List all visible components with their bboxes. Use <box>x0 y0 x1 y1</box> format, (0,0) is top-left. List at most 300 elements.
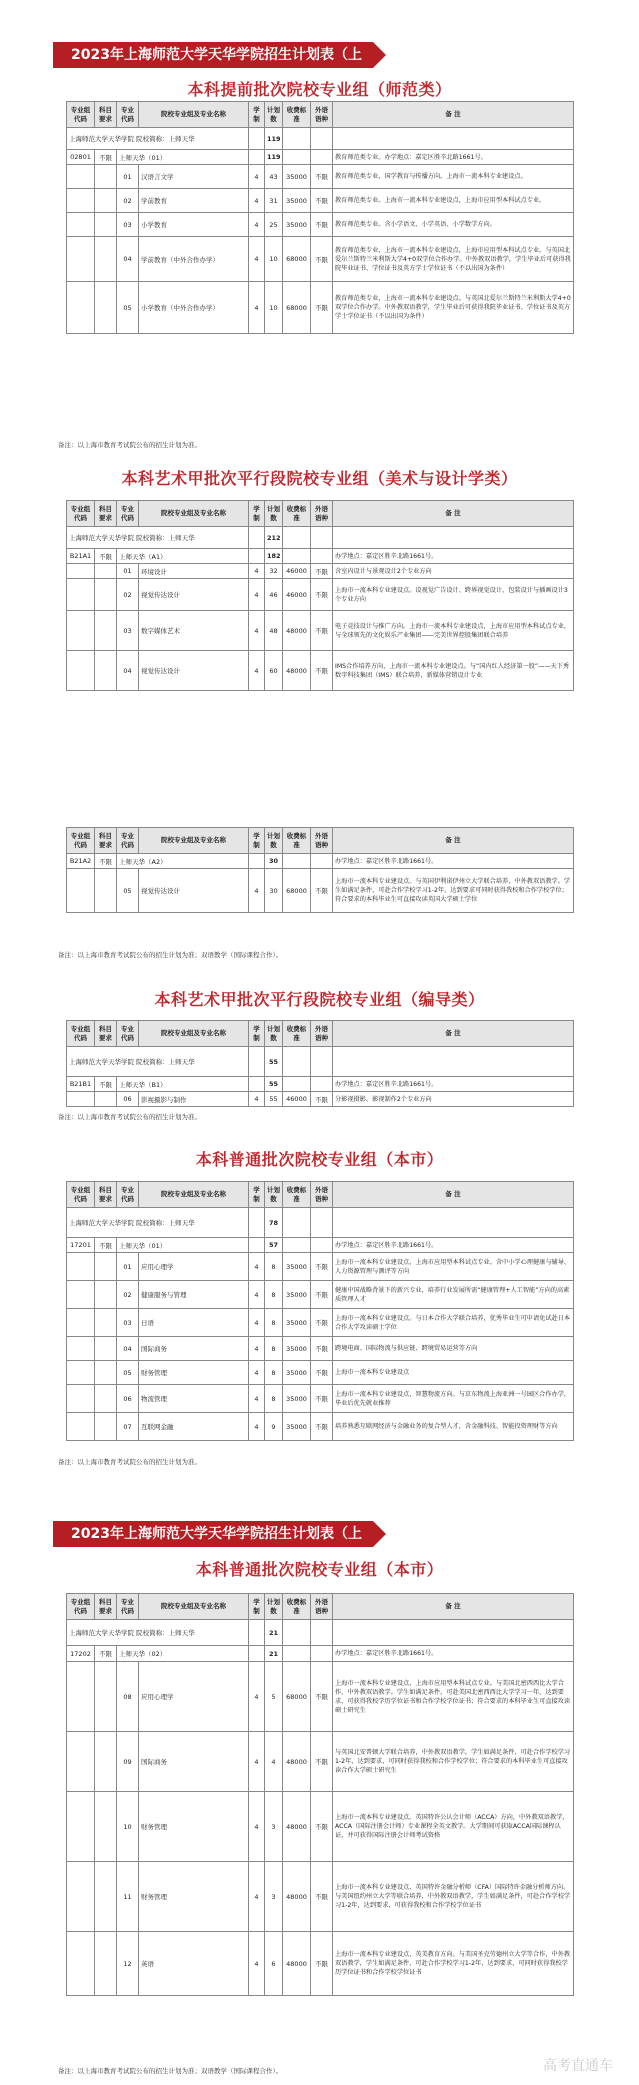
major-fee: 48000 <box>283 651 311 691</box>
header-language: 外语语种 <box>311 102 333 128</box>
group-note: 办学地点：嘉定区胜辛北路1661号。 <box>333 1077 574 1092</box>
major-plan: 10 <box>265 282 283 334</box>
major-language: 不限 <box>311 1337 333 1361</box>
major-language: 不限 <box>311 1361 333 1385</box>
major-note: 上海市一流本科专业建设点。英国特许公认会计师（ACCA）方向，中外教双语教学，ACCA（国际注册会计师）专业课程全英文教学。大学期间可获取ACCA国际课程认证，并可获得国际注册会计师考试资格 <box>333 1792 574 1862</box>
footnote: 备注：以上海市教育考试院公布的招生计划为准。 <box>58 441 201 449</box>
major-plan: 43 <box>265 165 283 189</box>
group-row <box>67 150 574 165</box>
table-row <box>67 1732 574 1792</box>
major-fee: 35000 <box>283 1385 311 1413</box>
major-note: 上海市一流本科专业建设点，上海市应用型本科试点专业。含中小学心理健康与辅导、人力资源管理与测评等方向 <box>333 1253 574 1281</box>
major-name: 应用心理学 <box>139 1253 249 1281</box>
header-plan: 计划数 <box>265 501 283 527</box>
table-row <box>67 1361 574 1385</box>
plan-banner-bottom: 2023年上海师范大学天华学院招生计划表（上海生源） <box>53 1521 373 1547</box>
school-total: 119 <box>265 128 283 150</box>
major-fee: 48000 <box>283 1792 311 1862</box>
group-plan: 55 <box>265 1077 283 1092</box>
major-note: 上海市一流本科专业建设点。与英国伊利诺伊州立大学联合培养，中外教双语教学。学生如满足条件，可赴合作学校学习1-2年，达到要求可同时获得我校和合作学校学位；符合要求的本科毕业生可直接攻读英国大学硕士学位 <box>333 869 574 913</box>
major-length: 4 <box>249 213 265 237</box>
school-name: 上海师范大学天华学院 院校简称：上师天华 <box>67 128 249 150</box>
major-fee: 68000 <box>283 1662 311 1732</box>
major-plan: 31 <box>265 189 283 213</box>
header-fee: 收费标准 <box>283 1182 311 1208</box>
header-major-name: 院校专业组及专业名称 <box>139 828 249 854</box>
major-length: 4 <box>249 1732 265 1792</box>
major-length: 4 <box>249 165 265 189</box>
school-total: 78 <box>265 1208 283 1238</box>
table-row <box>67 1662 574 1732</box>
table-row <box>67 1309 574 1337</box>
header-subject: 科目要求 <box>95 828 117 854</box>
header-group-code: 专业组代码 <box>67 102 95 128</box>
major-length: 4 <box>249 1253 265 1281</box>
header-subject: 科目要求 <box>95 1182 117 1208</box>
major-fee: 48000 <box>283 611 311 651</box>
header-length: 学制 <box>249 1021 265 1047</box>
table-art-design-continued <box>66 827 574 913</box>
major-fee: 48000 <box>283 1862 311 1932</box>
major-name: 汉语言文学 <box>139 165 249 189</box>
major-code: 05 <box>117 282 139 334</box>
group-code: 02801 <box>67 150 95 165</box>
school-row <box>67 1620 574 1646</box>
major-code: 01 <box>117 564 139 579</box>
major-note: 上海市一流本科专业建设点，英国特许金融分析师（CFA）国际特许金融分析师方向。与美国纽约州立大学等联合培养，中外教双语教学，学生如满足条件，可赴合作学校学习1-2年，达到要求，可获得我校和合作学校学位证书 <box>333 1862 574 1932</box>
group-requirement: 不限 <box>95 1077 117 1092</box>
major-language: 不限 <box>311 1862 333 1932</box>
major-language: 不限 <box>311 651 333 691</box>
header-length: 学制 <box>249 501 265 527</box>
major-language: 不限 <box>311 1092 333 1107</box>
major-name: 英语 <box>139 1932 249 1996</box>
major-plan: 8 <box>265 1385 283 1413</box>
major-language: 不限 <box>311 1792 333 1862</box>
major-plan: 3 <box>265 1862 283 1932</box>
header-language: 外语语种 <box>311 1594 333 1620</box>
header-major-code: 专业代码 <box>117 828 139 854</box>
major-name: 影视摄影与制作 <box>139 1092 249 1107</box>
header-subject: 科目要求 <box>95 102 117 128</box>
header-group-code: 专业组代码 <box>67 1182 95 1208</box>
table-row <box>67 282 574 334</box>
table-row <box>67 1862 574 1932</box>
school-name: 上海师范大学天华学院 院校简称：上师天华 <box>67 1620 249 1646</box>
major-language: 不限 <box>311 237 333 282</box>
school-name: 上海师范大学天华学院 院校简称：上师天华 <box>67 527 249 549</box>
major-name: 视觉传达设计 <box>139 869 249 913</box>
group-note: 办学地点：嘉定区胜辛北路1661号。 <box>333 1646 574 1662</box>
major-code: 05 <box>117 869 139 913</box>
major-code: 05 <box>117 1361 139 1385</box>
header-plan: 计划数 <box>265 828 283 854</box>
major-note: 教育师范类专业，上海市一流本科专业建设点，上海市应用型本科试点专业。与英国北爱尔兰斯特兰米利斯大学4+0双学位合作办学。中外教双语教学，学生毕业后可获得我院毕业证书、学位证书及英方学士学位证书（不以出国为条件） <box>333 237 574 282</box>
header-subject: 科目要求 <box>95 1594 117 1620</box>
group-row <box>67 1646 574 1662</box>
major-fee: 68000 <box>283 282 311 334</box>
header-group-code: 专业组代码 <box>67 501 95 527</box>
header-plan: 计划数 <box>265 1182 283 1208</box>
major-name: 应用心理学 <box>139 1662 249 1732</box>
header-major-code: 专业代码 <box>117 1021 139 1047</box>
major-code: 03 <box>117 611 139 651</box>
group-requirement: 不限 <box>95 854 117 869</box>
table-row <box>67 869 574 913</box>
major-name: 日语 <box>139 1309 249 1337</box>
table-art-design <box>66 500 574 691</box>
school-name: 上海师范大学天华学院 院校简称：上师天华 <box>67 1047 249 1077</box>
major-note: 与英国北安普顿大学联合培养，中外教双语教学。学生如满足条件，可赴合作学校学习1-2年，达到要求，可同时获得我校和合作学校学位；符合要求的本科毕业生可直接攻读合作大学硕士研究生 <box>333 1732 574 1792</box>
major-plan: 55 <box>265 1092 283 1107</box>
table-row <box>67 1337 574 1361</box>
header-major-code: 专业代码 <box>117 102 139 128</box>
major-code: 06 <box>117 1385 139 1413</box>
major-language: 不限 <box>311 869 333 913</box>
major-language: 不限 <box>311 1732 333 1792</box>
major-name: 财务管理 <box>139 1792 249 1862</box>
major-fee: 35000 <box>283 1361 311 1385</box>
major-length: 4 <box>249 1792 265 1862</box>
major-note: 上海市一流本科专业建设点，英美教育方向。与美国圣克劳德州立大学等合作，中外教双语教学，学生如满足条件，可赴合作学校学习1-2年，达到要求，可同时获得我校学历学位证书和合作学校学位证书 <box>333 1932 574 1996</box>
group-name: 上师天华（02） <box>117 1646 249 1662</box>
major-code: 07 <box>117 1413 139 1441</box>
major-language: 不限 <box>311 564 333 579</box>
major-plan: 10 <box>265 237 283 282</box>
header-length: 学制 <box>249 102 265 128</box>
header-length: 学制 <box>249 828 265 854</box>
major-note: 分影视摄影、影视制作2个专业方向 <box>333 1092 574 1107</box>
header-fee: 收费标准 <box>283 501 311 527</box>
header-language: 外语语种 <box>311 828 333 854</box>
footnote: 备注：以上海市教育考试院公布的招生计划为准。 <box>58 1458 201 1466</box>
table-directing <box>66 1020 574 1107</box>
school-name: 上海师范大学天华学院 院校简称：上师天华 <box>67 1208 249 1238</box>
major-name: 财务管理 <box>139 1361 249 1385</box>
major-plan: 8 <box>265 1253 283 1281</box>
major-fee: 35000 <box>283 1337 311 1361</box>
school-row <box>67 128 574 150</box>
school-row <box>67 1047 574 1077</box>
major-code: 03 <box>117 213 139 237</box>
group-name: 上师天华（A2） <box>117 854 249 869</box>
major-length: 4 <box>249 564 265 579</box>
header-fee: 收费标准 <box>283 828 311 854</box>
group-requirement: 不限 <box>95 1646 117 1662</box>
header-major-code: 专业代码 <box>117 501 139 527</box>
group-name: 上师天华（B1） <box>117 1077 249 1092</box>
major-code: 03 <box>117 1309 139 1337</box>
major-plan: 5 <box>265 1662 283 1732</box>
table-row <box>67 611 574 651</box>
table-row <box>67 651 574 691</box>
major-name: 物流管理 <box>139 1385 249 1413</box>
group-row <box>67 1077 574 1092</box>
major-length: 4 <box>249 1092 265 1107</box>
group-note: 办学地点：嘉定区胜辛北路1661号。 <box>333 854 574 869</box>
major-language: 不限 <box>311 282 333 334</box>
header-notes: 备 注 <box>333 1594 574 1620</box>
table-early-batch <box>66 101 574 334</box>
table-row <box>67 1253 574 1281</box>
major-note: 上海市一流本科专业建设点。与日本合作大学联合培养，优秀毕业生可申请免试赴日本合作大学攻读硕士学位 <box>333 1309 574 1337</box>
major-code: 02 <box>117 1281 139 1309</box>
major-note: 教育师范类专业。上海市一流本科专业建设点，上海市应用型本科试点专业。 <box>333 189 574 213</box>
major-name: 学前教育（中外合作办学） <box>139 237 249 282</box>
major-length: 4 <box>249 651 265 691</box>
header-fee: 收费标准 <box>283 1594 311 1620</box>
major-code: 06 <box>117 1092 139 1107</box>
header-major-name: 院校专业组及专业名称 <box>139 501 249 527</box>
header-group-code: 专业组代码 <box>67 1594 95 1620</box>
major-note: 健康中国战略背景下的新兴专业，培养行业发展所需“健康管理+人工智能”方向的高素质管理人才 <box>333 1281 574 1309</box>
header-subject: 科目要求 <box>95 1021 117 1047</box>
group-name: 上师天华（01） <box>117 1238 249 1253</box>
major-code: 02 <box>117 189 139 213</box>
section-title-regular-batch: 本科普通批次院校专业组（本市） <box>195 1150 444 1169</box>
major-language: 不限 <box>311 165 333 189</box>
major-length: 4 <box>249 189 265 213</box>
major-code: 01 <box>117 165 139 189</box>
school-row <box>67 527 574 549</box>
major-fee: 35000 <box>283 1281 311 1309</box>
table-row <box>67 213 574 237</box>
major-plan: 60 <box>265 651 283 691</box>
table-row <box>67 1932 574 1996</box>
header-fee: 收费标准 <box>283 1021 311 1047</box>
major-fee: 35000 <box>283 189 311 213</box>
table-row <box>67 189 574 213</box>
major-plan: 8 <box>265 1309 283 1337</box>
header-major-code: 专业代码 <box>117 1182 139 1208</box>
major-language: 不限 <box>311 1281 333 1309</box>
major-length: 4 <box>249 1361 265 1385</box>
major-code: 08 <box>117 1662 139 1732</box>
major-plan: 8 <box>265 1337 283 1361</box>
major-note: 教育师范类专业，上海市一流本科专业建设点。与英国北爱尔兰斯特兰米利斯大学4+0双学位合作办学。中外教双语教学，学生毕业后可获得我院毕业证书、学位证书及英方学士学位证书（不以出国为条件） <box>333 282 574 334</box>
group-note: 教育师范类专业。办学地点：嘉定区胜辛北路1661号。 <box>333 150 574 165</box>
major-note: 上海市一流本科专业建设点，上海市应用型本科试点专业。与美国北密西西比大学合作，中外教双语教学。学生如满足条件，可赴美国北密西西比大学学习一年，达到要求，可获得我校学历学位证书和合作学校学位证书；符合要求的本科毕业生可直接攻读硕士研究生 <box>333 1662 574 1732</box>
major-code: 01 <box>117 1253 139 1281</box>
major-length: 4 <box>249 1309 265 1337</box>
group-code: B21B1 <box>67 1077 95 1092</box>
major-name: 视觉传达设计 <box>139 579 249 611</box>
major-language: 不限 <box>311 213 333 237</box>
major-code: 12 <box>117 1932 139 1996</box>
major-fee: 35000 <box>283 1253 311 1281</box>
header-notes: 备 注 <box>333 1182 574 1208</box>
table-row <box>67 1281 574 1309</box>
header-length: 学制 <box>249 1594 265 1620</box>
header-major-code: 专业代码 <box>117 1594 139 1620</box>
major-language: 不限 <box>311 1385 333 1413</box>
group-requirement: 不限 <box>95 1238 117 1253</box>
group-requirement: 不限 <box>95 150 117 165</box>
table-row <box>67 1413 574 1441</box>
table-row <box>67 579 574 611</box>
major-language: 不限 <box>311 1253 333 1281</box>
plan-banner-top: 2023年上海师范大学天华学院招生计划表（上海生源） <box>53 42 373 68</box>
major-plan: 9 <box>265 1413 283 1441</box>
major-plan: 25 <box>265 213 283 237</box>
group-plan: 119 <box>265 150 283 165</box>
group-row <box>67 1238 574 1253</box>
section-title-directing: 本科艺术甲批次平行段院校专业组（编导类） <box>154 990 485 1009</box>
major-note: IMS合作培养方向，上海市一流本科专业建设点。与“国内红人经济第一股”——天下秀数字科技集团（IMS）联合培养，新媒体营销设计专业 <box>333 651 574 691</box>
major-note: 教育师范类专业，国学教育与传播方向。上海市一流本科专业建设点。 <box>333 165 574 189</box>
section-title-art-design: 本科艺术甲批次平行段院校专业组（美术与设计学类） <box>121 469 518 488</box>
major-note: 教育师范类专业。含小学语文、小学英语、小学数学方向。 <box>333 213 574 237</box>
major-name: 健康服务与管理 <box>139 1281 249 1309</box>
group-plan: 182 <box>265 549 283 564</box>
header-language: 外语语种 <box>311 1021 333 1047</box>
major-code: 10 <box>117 1792 139 1862</box>
major-length: 4 <box>249 1337 265 1361</box>
header-subject: 科目要求 <box>95 501 117 527</box>
group-name: 上师天华（A1） <box>117 549 249 564</box>
major-plan: 30 <box>265 869 283 913</box>
footnote: 备注：以上海市教育考试院公布的招生计划为准。 <box>58 1113 201 1121</box>
major-length: 4 <box>249 282 265 334</box>
group-plan: 30 <box>265 854 283 869</box>
major-fee: 46000 <box>283 579 311 611</box>
major-code: 11 <box>117 1862 139 1932</box>
major-plan: 48 <box>265 611 283 651</box>
group-requirement: 不限 <box>95 549 117 564</box>
major-name: 小学教育 <box>139 213 249 237</box>
major-fee: 46000 <box>283 564 311 579</box>
group-code: B21A1 <box>67 549 95 564</box>
major-language: 不限 <box>311 1309 333 1337</box>
major-name: 环境设计 <box>139 564 249 579</box>
group-code: 17202 <box>67 1646 95 1662</box>
group-code: B21A2 <box>67 854 95 869</box>
group-name: 上师天华（01） <box>117 150 249 165</box>
major-language: 不限 <box>311 579 333 611</box>
table-row <box>67 165 574 189</box>
group-plan: 57 <box>265 1238 283 1253</box>
major-name: 财务管理 <box>139 1862 249 1932</box>
major-plan: 8 <box>265 1281 283 1309</box>
section-title-regular-batch-2: 本科普通批次院校专业组（本市） <box>195 1560 444 1579</box>
group-row <box>67 549 574 564</box>
major-language: 不限 <box>311 1413 333 1441</box>
major-length: 4 <box>249 1413 265 1441</box>
major-fee: 35000 <box>283 213 311 237</box>
major-length: 4 <box>249 1281 265 1309</box>
header-length: 学制 <box>249 1182 265 1208</box>
watermark: 高考直通车 <box>543 2058 613 2074</box>
major-plan: 3 <box>265 1792 283 1862</box>
major-code: 04 <box>117 237 139 282</box>
major-fee: 68000 <box>283 869 311 913</box>
major-length: 4 <box>249 611 265 651</box>
school-row <box>67 1208 574 1238</box>
table-regular-batch-2 <box>66 1593 574 1996</box>
header-group-code: 专业组代码 <box>67 1021 95 1047</box>
major-plan: 6 <box>265 1932 283 1996</box>
major-name: 国际商务 <box>139 1732 249 1792</box>
major-plan: 32 <box>265 564 283 579</box>
major-name: 视觉传达设计 <box>139 651 249 691</box>
major-fee: 35000 <box>283 1309 311 1337</box>
header-plan: 计划数 <box>265 1021 283 1047</box>
major-note: 含室内设计与景观设计2个专业方向 <box>333 564 574 579</box>
major-plan: 4 <box>265 1732 283 1792</box>
major-plan: 8 <box>265 1361 283 1385</box>
header-group-code: 专业组代码 <box>67 828 95 854</box>
major-language: 不限 <box>311 611 333 651</box>
major-length: 4 <box>249 1862 265 1932</box>
major-length: 4 <box>249 237 265 282</box>
major-fee: 35000 <box>283 1413 311 1441</box>
major-name: 数字媒体艺术 <box>139 611 249 651</box>
group-row <box>67 854 574 869</box>
major-plan: 46 <box>265 579 283 611</box>
major-name: 学前教育 <box>139 189 249 213</box>
major-code: 02 <box>117 579 139 611</box>
major-note: 上海市一流本科专业建设点。设视觉广告设计、跨界视觉设计、包装设计与插画设计3个专业方向 <box>333 579 574 611</box>
table-row <box>67 1385 574 1413</box>
major-name: 国际商务 <box>139 1337 249 1361</box>
major-length: 4 <box>249 1932 265 1996</box>
table-row <box>67 564 574 579</box>
major-note: 培养熟悉互联网经济与金融业务的复合型人才，含金融科技、智能投资理财等方向 <box>333 1413 574 1441</box>
major-fee: 48000 <box>283 1932 311 1996</box>
header-major-name: 院校专业组及专业名称 <box>139 1182 249 1208</box>
footnote: 备注：以上海市教育考试院公布的招生计划为准；双语教学（国际课程合作）。 <box>58 2067 283 2075</box>
major-language: 不限 <box>311 1662 333 1732</box>
major-note: 电子竞技设计与推广方向。上海市一流本科专业建设点，上海市应用型本科试点专业，与全球领先的文化娱乐产业集团——完美世界控股集团联合培养 <box>333 611 574 651</box>
header-plan: 计划数 <box>265 102 283 128</box>
header-notes: 备 注 <box>333 102 574 128</box>
group-note: 办学地点：嘉定区胜辛北路1661号。 <box>333 549 574 564</box>
major-code: 09 <box>117 1732 139 1792</box>
table-row <box>67 1792 574 1862</box>
header-major-name: 院校专业组及专业名称 <box>139 1021 249 1047</box>
major-length: 4 <box>249 1662 265 1732</box>
section-title-early-batch: 本科提前批次院校专业组（师范类） <box>187 80 452 99</box>
major-length: 4 <box>249 1385 265 1413</box>
table-row <box>67 1092 574 1107</box>
table-row <box>67 237 574 282</box>
header-notes: 备 注 <box>333 501 574 527</box>
major-fee: 68000 <box>283 237 311 282</box>
header-major-name: 院校专业组及专业名称 <box>139 1594 249 1620</box>
major-fee: 35000 <box>283 165 311 189</box>
major-name: 小学教育（中外合作办学） <box>139 282 249 334</box>
major-language: 不限 <box>311 189 333 213</box>
school-total: 21 <box>265 1620 283 1646</box>
header-fee: 收费标准 <box>283 102 311 128</box>
major-name: 互联网金融 <box>139 1413 249 1441</box>
header-notes: 备 注 <box>333 828 574 854</box>
major-length: 4 <box>249 579 265 611</box>
group-note: 办学地点：嘉定区胜辛北路1661号。 <box>333 1238 574 1253</box>
header-language: 外语语种 <box>311 1182 333 1208</box>
header-notes: 备 注 <box>333 1021 574 1047</box>
school-total: 212 <box>265 527 283 549</box>
group-plan: 21 <box>265 1646 283 1662</box>
header-plan: 计划数 <box>265 1594 283 1620</box>
major-fee: 48000 <box>283 1732 311 1792</box>
major-language: 不限 <box>311 1932 333 1996</box>
group-code: 17201 <box>67 1238 95 1253</box>
major-note: 上海市一流本科专业建设点，智慧物流方向。与京东物流上海亚洲一号园区合作办学，毕业后优先就业推荐 <box>333 1385 574 1413</box>
header-major-name: 院校专业组及专业名称 <box>139 102 249 128</box>
major-fee: 46000 <box>283 1092 311 1107</box>
table-regular-batch <box>66 1181 574 1441</box>
